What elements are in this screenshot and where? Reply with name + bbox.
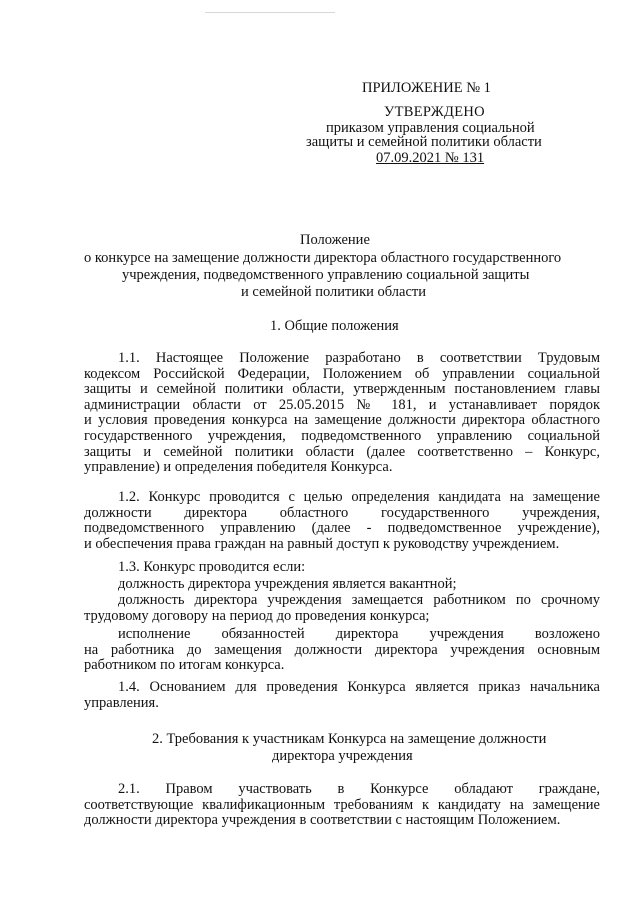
text-line: трудовому договору на период до проведения конкурса; bbox=[84, 607, 430, 624]
text-line: защиты и семейной политики области, утвержденным постановлением главы bbox=[84, 381, 600, 398]
text-line: защиты и семейной политики области (далее соответственно – Конкурс, bbox=[84, 443, 600, 460]
document-subtitle-line-2: учреждения, подведомственного управлению социальной защиты bbox=[122, 267, 530, 283]
text-line: и условия проведения конкурса на замещение должности директора областного bbox=[84, 412, 600, 429]
text-line: 1.4. Основанием для проведения Конкурса является приказ начальника bbox=[118, 679, 600, 695]
text-line: администрации области от 25.05.2015 № 181, и устанавливает порядок bbox=[84, 396, 600, 413]
paragraph-1-4 bbox=[84, 680, 600, 711]
paragraph-1-1 bbox=[84, 351, 600, 476]
paragraph-1-2 bbox=[84, 490, 600, 552]
paragraph-1-3: 1.3. Конкурс проводится если: bbox=[118, 559, 306, 575]
appendix-label: ПРИЛОЖЕНИЕ № 1 bbox=[362, 80, 491, 96]
section-2-heading-line-1: 2. Требования к участникам Конкурса на замещение должности bbox=[152, 731, 547, 747]
order-date-number: 07.09.2021 № 131 bbox=[376, 150, 485, 166]
text-line: подведомственного управлению (далее - подведомственное учреждение), bbox=[84, 520, 600, 537]
order-line-2: защиты и семейной политики области bbox=[306, 134, 542, 150]
text-line: исполнение обязанностей директора учреждения возложено bbox=[118, 626, 600, 642]
document-subtitle-line-3: и семейной политики области bbox=[241, 284, 427, 300]
text-line: и обеспечения права граждан на равный доступ к руководству учреждением. bbox=[84, 535, 560, 552]
document-subtitle-line-1: о конкурсе на замещение должности директора областного государственного bbox=[84, 250, 562, 266]
text-line: должности директора учреждения в соответствии с настоящим Положением. bbox=[84, 812, 561, 829]
text-line: работником по итогам конкурса. bbox=[84, 657, 285, 674]
text-line: кодексом Российской Федерации, Положением об управлении социальной bbox=[84, 365, 600, 382]
order-line-1: приказом управления социальной bbox=[326, 120, 535, 136]
text-line: на работника до замещения должности директора учреждения основным bbox=[84, 641, 600, 658]
condition-3 bbox=[84, 627, 600, 674]
condition-2 bbox=[84, 593, 600, 624]
text-line: должность директора учреждения замещается работником по срочному bbox=[118, 592, 600, 608]
text-line: 1.2. Конкурс проводится с целью определения кандидата на замещение bbox=[118, 489, 600, 505]
text-line: должности директора областного государственного учреждения, bbox=[84, 504, 600, 521]
paragraph-2-1 bbox=[84, 782, 600, 829]
section-2-heading-line-2: директора учреждения bbox=[272, 748, 413, 764]
text-line: 1.1. Настоящее Положение разработано в соответствии Трудовым bbox=[118, 350, 600, 366]
section-1-heading: 1. Общие положения bbox=[270, 318, 399, 334]
approved-label: УТВЕРЖДЕНО bbox=[384, 104, 485, 120]
text-line: управления. bbox=[84, 694, 159, 711]
text-line: 2.1. Правом участвовать в Конкурсе обладают граждане, bbox=[118, 781, 600, 797]
text-line: государственного учреждения, подведомственного управлению социальной bbox=[84, 427, 600, 444]
text-line: соответствующие квалификационным требованиям к кандидату на замещение bbox=[84, 796, 600, 813]
condition-1: должность директора учреждения является вакантной; bbox=[118, 576, 457, 592]
document-title: Положение bbox=[300, 232, 370, 248]
text-line: управление) и определения победителя Конкурса. bbox=[84, 459, 393, 476]
scan-artifact bbox=[205, 12, 335, 13]
